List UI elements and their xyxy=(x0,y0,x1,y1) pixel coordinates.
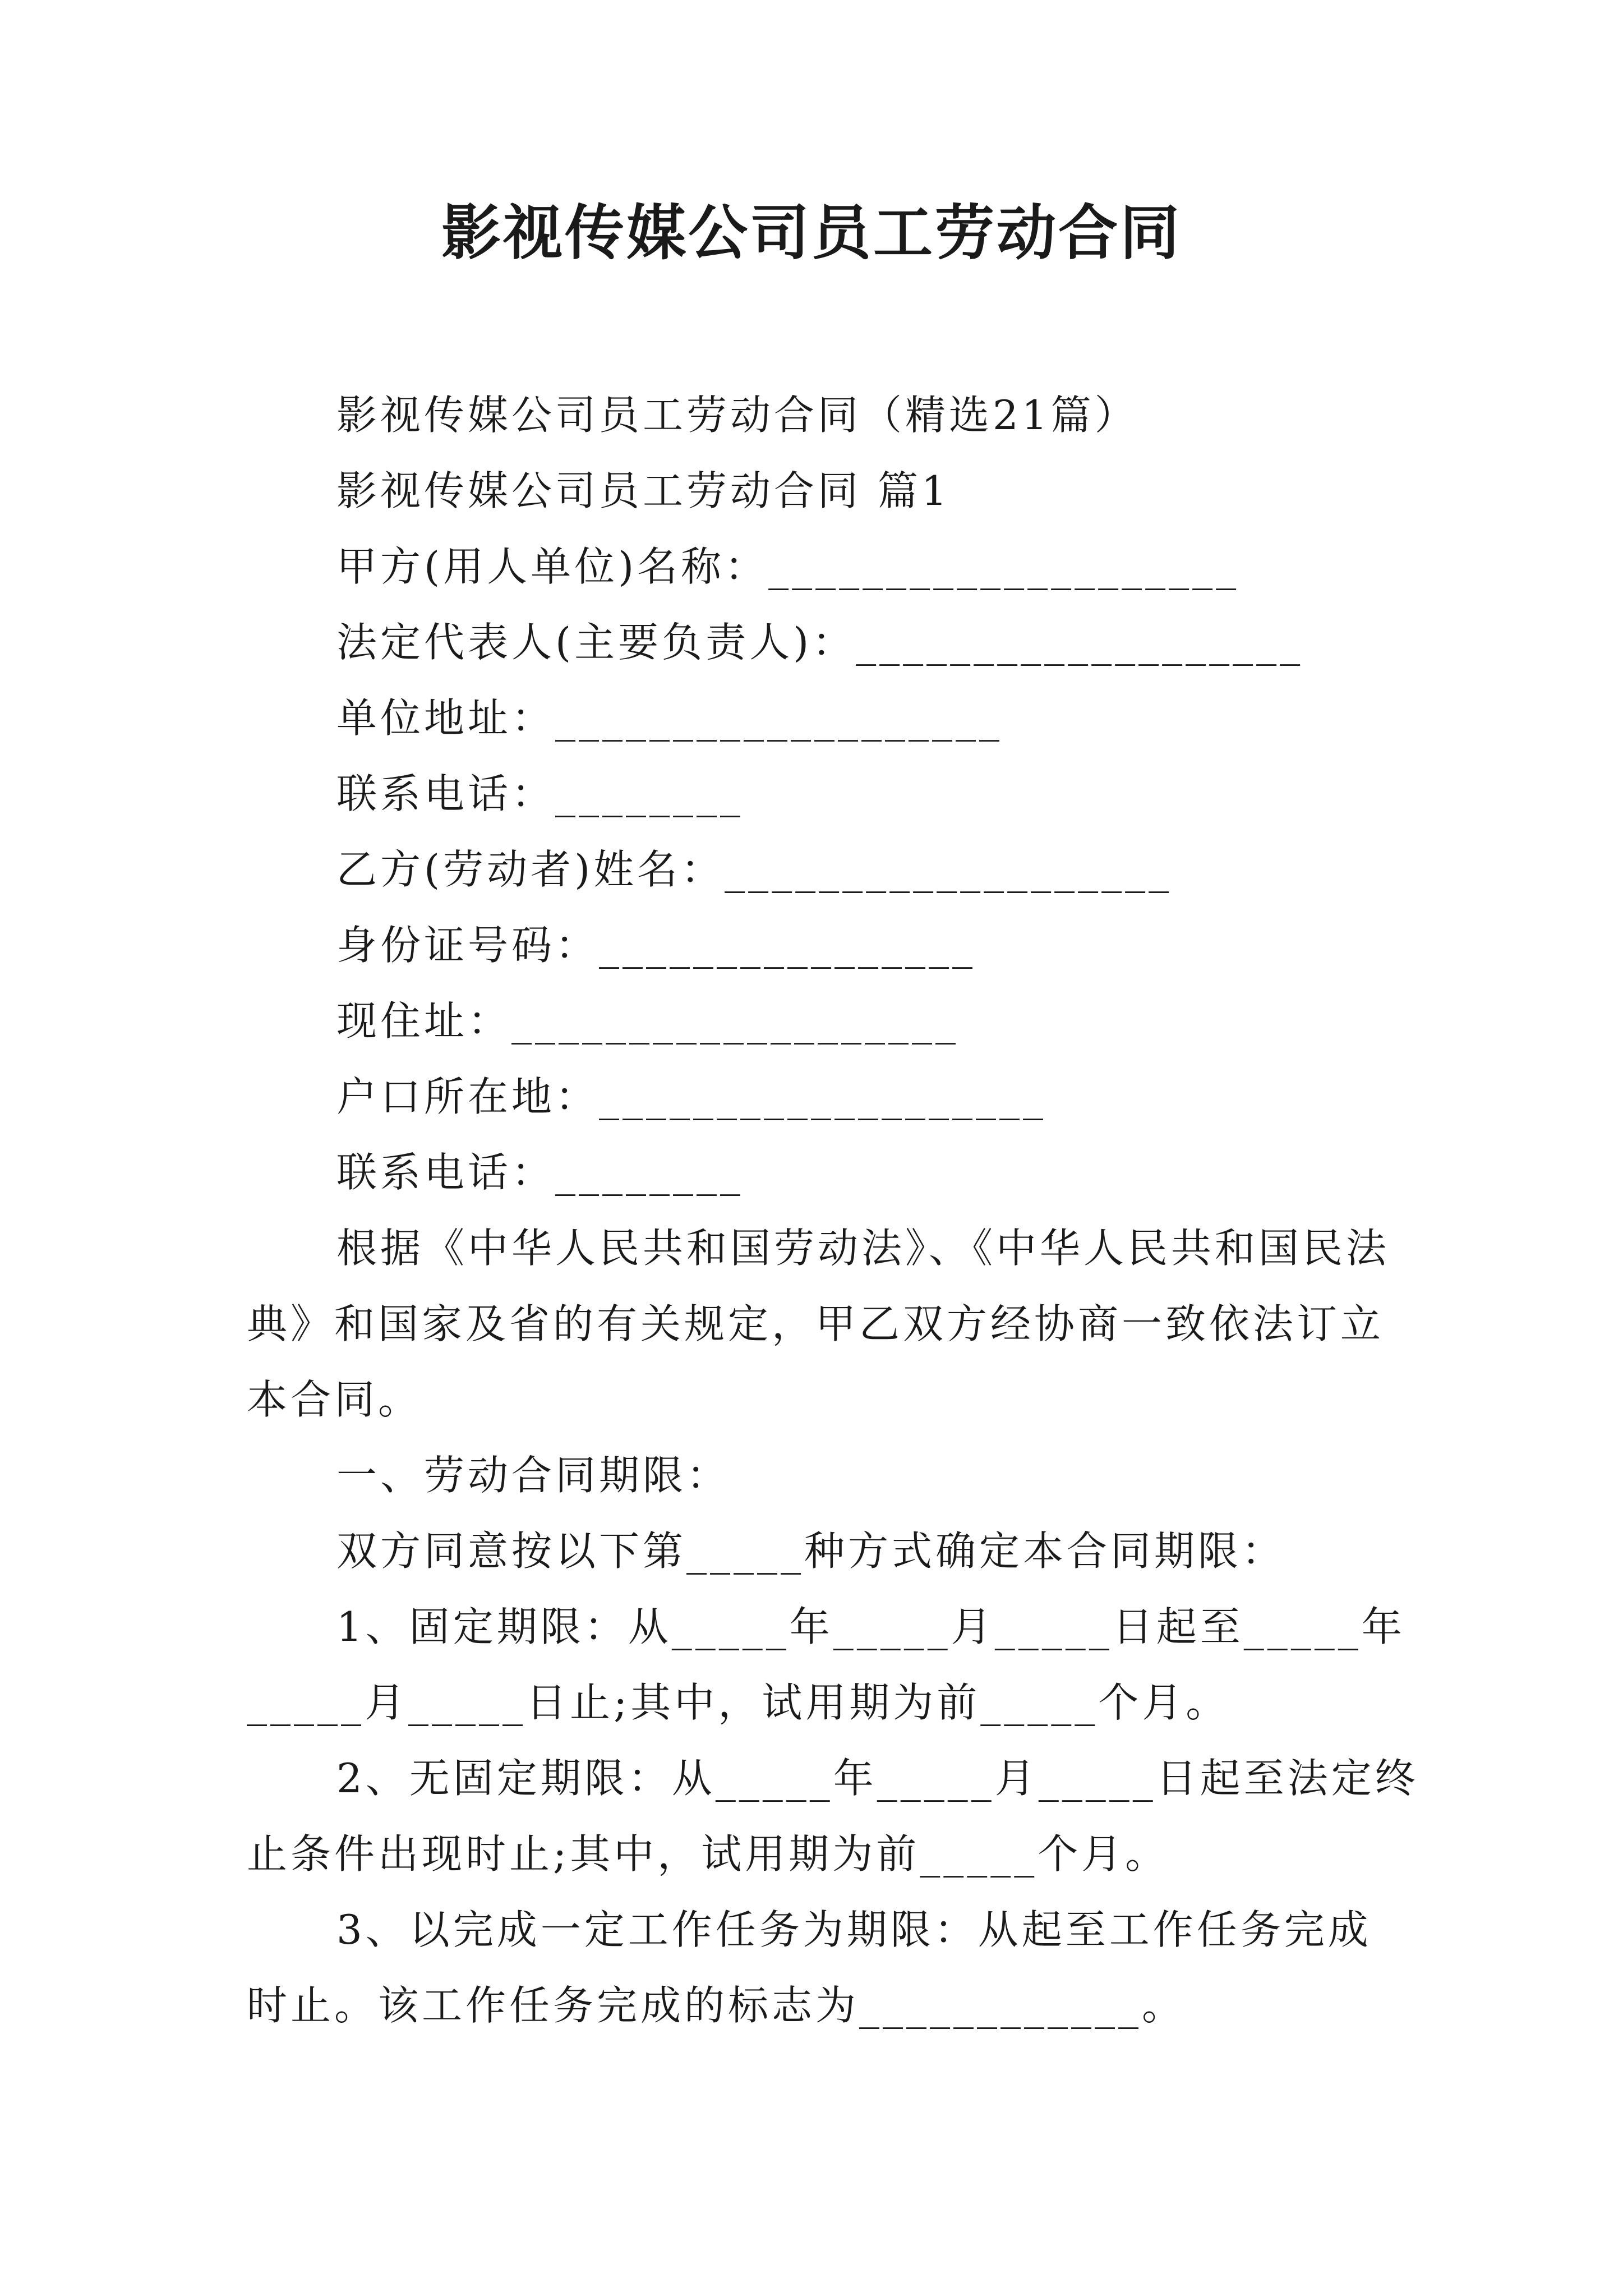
preamble-line-1: 根据《中华人民共和国劳动法》、《中华人民共和国民法 xyxy=(336,1225,1390,1272)
document-title: 影视传媒公司员工劳动合同 xyxy=(441,197,1182,268)
open-term-line-2: 止条件出现时止;其中，试用期为前_____个月。 xyxy=(247,1830,1169,1878)
employee-phone-field: 联系电话：________ xyxy=(336,1149,744,1196)
legal-representative-field: 法定代表人(主要负责人)：___________________ xyxy=(336,619,1304,666)
open-term-line-1: 2、无固定期限：从_____年_____月_____日起至法定终 xyxy=(336,1755,1419,1802)
task-term-line-1: 3、以完成一定工作任务为期限：从起至工作任务完成 xyxy=(336,1906,1372,1953)
employee-name-field: 乙方(劳动者)姓名：___________________ xyxy=(336,846,1173,893)
employer-name-field: 甲方(用人单位)名称：____________________ xyxy=(336,543,1240,590)
employer-phone-field: 联系电话：________ xyxy=(336,770,744,817)
fixed-term-line-2: _____月_____日止;其中，试用期为前_____个月。 xyxy=(247,1679,1230,1726)
clause-heading-term: 一、劳动合同期限： xyxy=(336,1452,731,1499)
preamble-line-2: 典》和国家及省的有关规定，甲乙双方经协商一致依法订立 xyxy=(247,1300,1385,1347)
section-heading: 影视传媒公司员工劳动合同 篇1 xyxy=(336,467,951,514)
id-number-field: 身份证号码：________________ xyxy=(336,922,976,969)
preamble-line-3: 本合同。 xyxy=(247,1376,422,1423)
subtitle: 影视传媒公司员工劳动合同（精选21篇） xyxy=(336,392,1138,439)
term-method-line: 双方同意按以下第_____种方式确定本合同期限： xyxy=(336,1527,1286,1575)
current-address-field: 现住址：___________________ xyxy=(336,997,960,1045)
employer-address-field: 单位地址：___________________ xyxy=(336,694,1003,742)
task-term-line-2: 时止。该工作任务完成的标志为____________。 xyxy=(247,1982,1186,2029)
household-registration-field: 户口所在地：___________________ xyxy=(336,1073,1047,1120)
fixed-term-line-1: 1、固定期限：从_____年_____月_____日起至_____年 xyxy=(336,1603,1405,1650)
